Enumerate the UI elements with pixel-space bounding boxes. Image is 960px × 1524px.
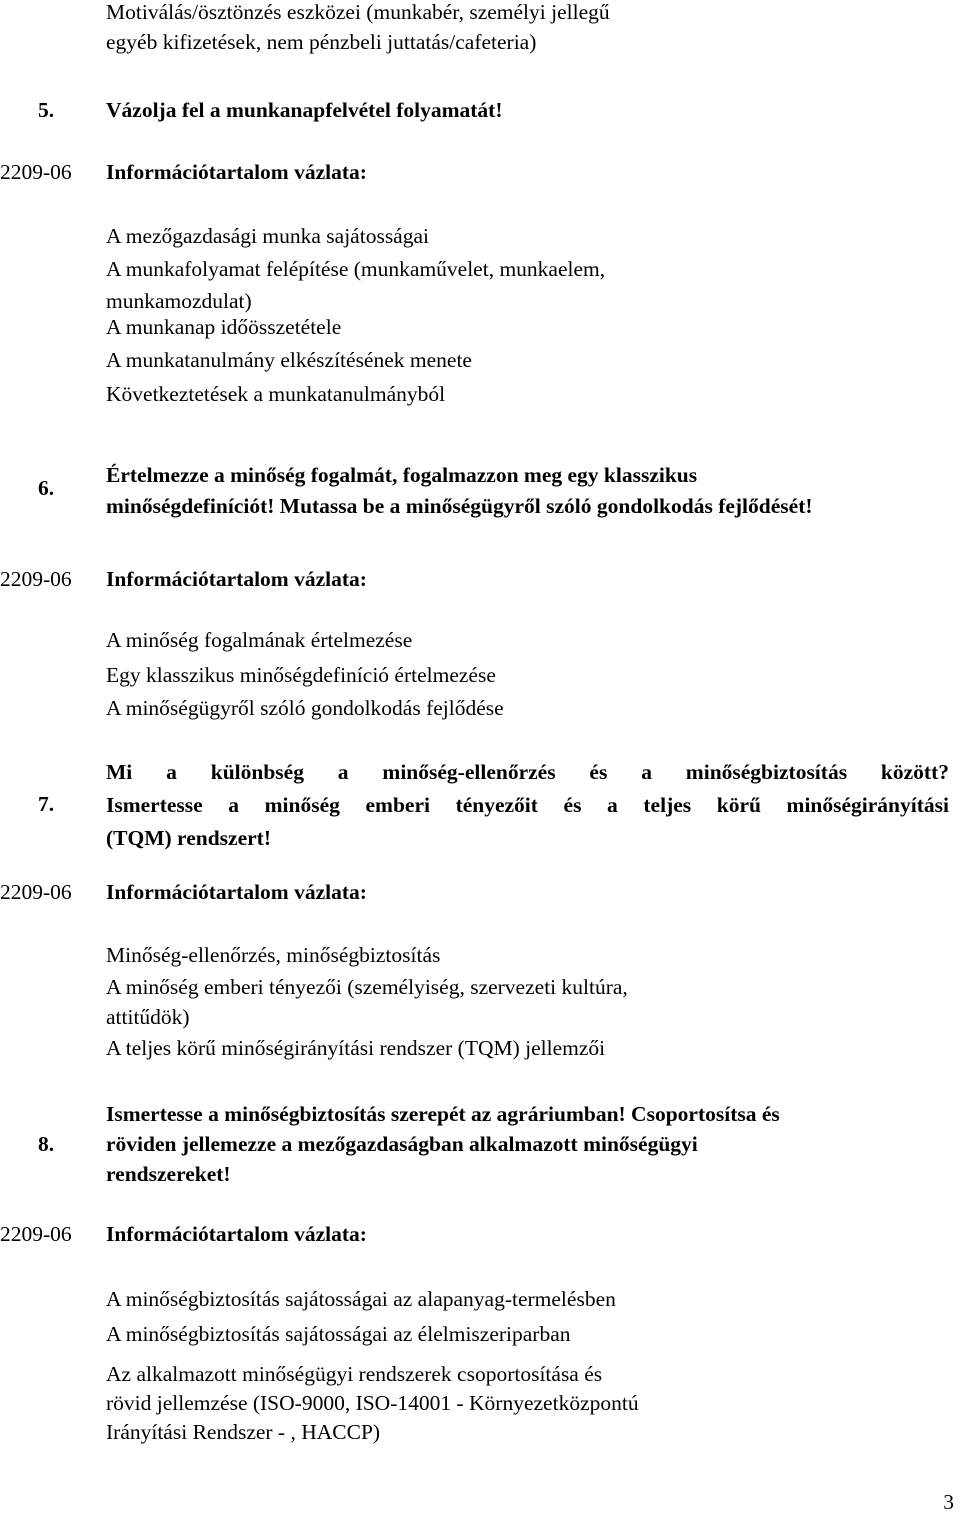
list-item: A teljes körű minőségirányítási rendszer (TQM) jellemzői xyxy=(106,1036,606,1060)
question-number: 5. xyxy=(38,98,55,122)
question-text: Vázolja fel a munkanapfelvétel folyamatát! xyxy=(106,98,503,122)
question-number: 8. xyxy=(38,1132,55,1156)
list-item: Irányítási Rendszer - , HACCP) xyxy=(106,1420,381,1444)
list-item: A munkatanulmány elkészítésének menete xyxy=(106,348,472,372)
list-item: Minőség-ellenőrzés, minőségbiztosítás xyxy=(106,943,441,967)
list-item: A mezőgazdasági munka sajátosságai xyxy=(106,224,429,248)
list-item: A minőségbiztosítás sajátosságai az élelmiszeriparban xyxy=(106,1322,571,1346)
list-item: attitűdök) xyxy=(106,1005,190,1029)
section-heading: Információtartalom vázlata: xyxy=(106,567,367,591)
text-line: Motiválás/ösztönzés eszközei (munkabér, személyi jellegű xyxy=(106,0,610,24)
text-line: egyéb kifizetések, nem pénzbeli juttatás/cafeteria) xyxy=(106,30,537,54)
module-code: 2209-06 xyxy=(0,160,72,184)
list-item: A munkanap időösszetétele xyxy=(106,315,342,339)
question-line: (TQM) rendszert! xyxy=(106,826,271,850)
list-item: Következtetések a munkatanulmányból xyxy=(106,382,446,406)
module-code: 2209-06 xyxy=(0,1222,72,1246)
question-text: Értelmezze a minőség fogalmát, fogalmazzon meg egy klasszikus xyxy=(106,463,698,487)
module-code: 2209-06 xyxy=(0,567,72,591)
list-item: A munkafolyamat felépítése (munkaművelet, munkaelem, xyxy=(106,257,606,281)
section-heading: Információtartalom vázlata: xyxy=(106,160,367,184)
list-item: rövid jellemzése (ISO-9000, ISO-14001 - Környezetközpontú xyxy=(106,1391,639,1415)
list-item: Az alkalmazott minőségügyi rendszerek csoportosítása és xyxy=(106,1362,603,1386)
question-text xyxy=(106,756,949,855)
list-item: A minőségbiztosítás sajátosságai az alapanyag-termelésben xyxy=(106,1287,616,1311)
question-text: röviden jellemezze a mezőgazdaságban alkalmazott minőségügyi xyxy=(106,1132,698,1156)
section-heading: Információtartalom vázlata: xyxy=(106,880,367,904)
question-number: 7. xyxy=(38,792,55,816)
list-item: munkamozdulat) xyxy=(106,289,252,313)
question-text: rendszereket! xyxy=(106,1162,231,1186)
question-line: Ismertesse a minőség emberi tényezőit és a teljes körű minőségirányítási xyxy=(106,793,949,817)
page-number: 3 xyxy=(943,1490,954,1514)
list-item: Egy klasszikus minőségdefiníció értelmezése xyxy=(106,663,496,687)
module-code: 2209-06 xyxy=(0,880,72,904)
question-text: minőségdefiníciót! Mutassa be a minőségügyről szóló gondolkodás fejlődését! xyxy=(106,494,813,518)
section-heading: Információtartalom vázlata: xyxy=(106,1222,367,1246)
question-number: 6. xyxy=(38,476,55,500)
question-line: Mi a különbség a minőség-ellenőrzés és a minőségbiztosítás között? xyxy=(106,760,949,784)
question-text: Ismertesse a minőségbiztosítás szerepét az agráriumban! Csoportosítsa és xyxy=(106,1102,780,1126)
list-item: A minőség fogalmának értelmezése xyxy=(106,628,413,652)
list-item: A minőség emberi tényezői (személyiség, szervezeti kultúra, xyxy=(106,975,628,999)
list-item: A minőségügyről szóló gondolkodás fejlődése xyxy=(106,696,504,720)
